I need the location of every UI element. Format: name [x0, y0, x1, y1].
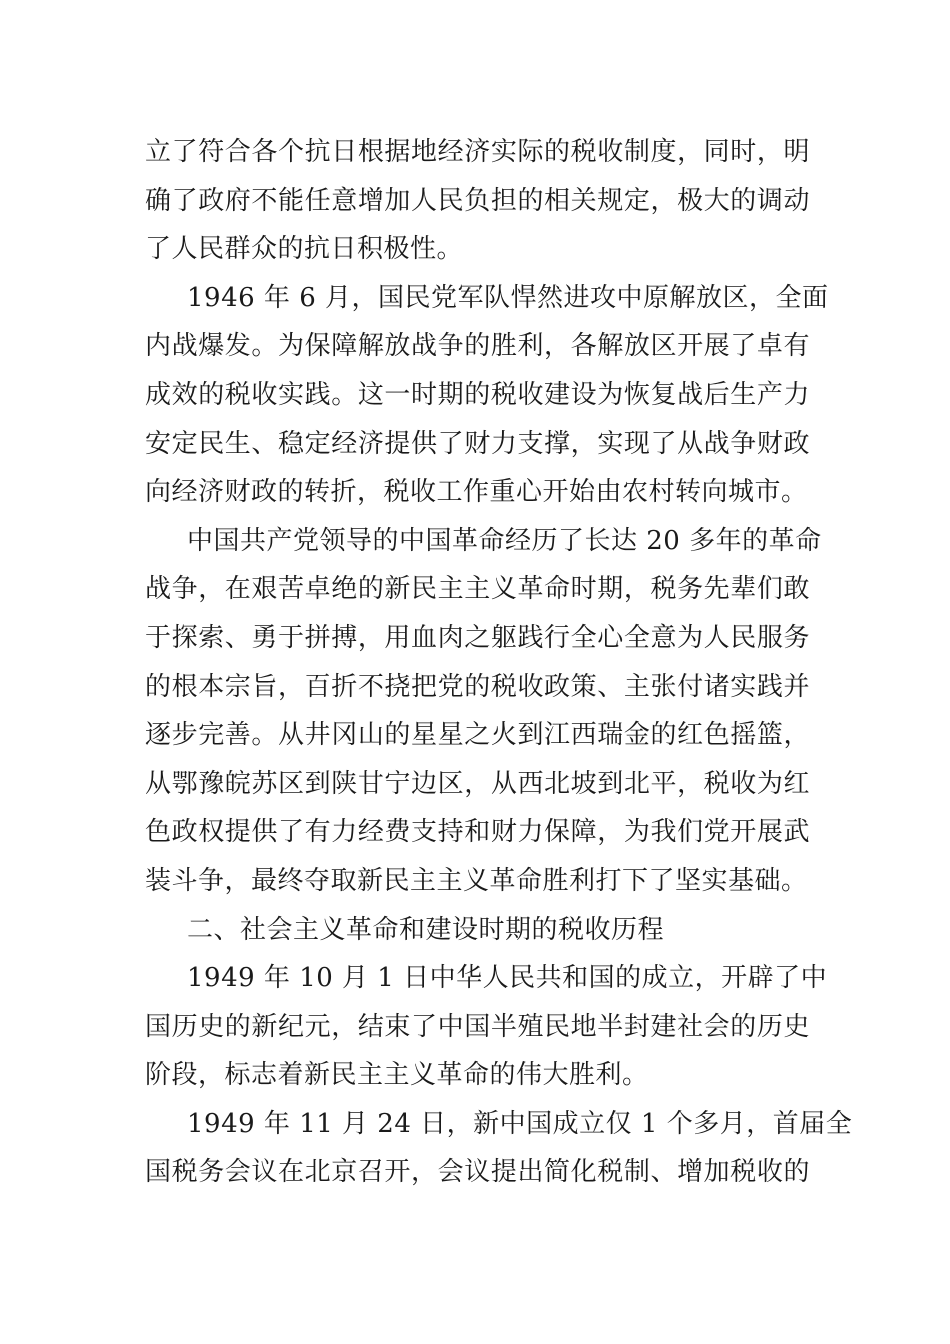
- paragraph-tax-system-anti-japanese: [145, 128, 810, 274]
- text-line: 国历史的新纪元，结束了中国半殖民地半封建社会的历史: [145, 1011, 810, 1042]
- text-line: 从鄂豫皖苏区到陕甘宁边区，从西北坡到北平，税收为红: [145, 768, 810, 799]
- text-line: 装斗争，最终夺取新民主主义革命胜利打下了坚实基础。: [145, 865, 808, 896]
- paragraph-1946-civil-war: [145, 274, 829, 517]
- text-line: 逐步完善。从井冈山的星星之火到江西瑞金的红色摇篮，: [145, 720, 810, 751]
- text-line: 成效的税收实践。这一时期的税收建设为恢复战后生产力: [145, 379, 810, 410]
- text-line: 1946 年 6 月，国民党军队悍然进攻中原解放区，全面: [187, 282, 829, 313]
- document-body: [145, 128, 853, 1197]
- text-line: 阶段，标志着新民主主义革命的伟大胜利。: [145, 1060, 649, 1091]
- text-line: 国税务会议在北京召开，会议提出简化税制、增加税收的: [145, 1157, 810, 1188]
- paragraph-revolution-summary: [145, 517, 822, 906]
- text-line: 确了政府不能任意增加人民负担的相关规定，极大的调动: [145, 185, 810, 216]
- section-heading-socialist-era: [145, 906, 810, 955]
- paragraph-first-tax-conference: [145, 1100, 853, 1197]
- text-line: 中国共产党领导的中国革命经历了长达 20 多年的革命: [187, 525, 822, 556]
- text-line: 于探索、勇于拼搏，用血肉之躯践行全心全意为人民服务: [145, 622, 810, 653]
- text-line: 立了符合各个抗日根据地经济实际的税收制度，同时，明: [145, 137, 810, 167]
- text-line: 内战爆发。为保障解放战争的胜利，各解放区开展了卓有: [145, 331, 810, 362]
- text-line: 了人民群众的抗日积极性。: [145, 234, 464, 265]
- text-line: 的根本宗旨，百折不挠把党的税收政策、主张付诸实践并: [145, 671, 810, 702]
- text-line: 1949 年 10 月 1 日中华人民共和国的成立，开辟了中: [187, 963, 828, 994]
- section-heading: 二、社会主义革命和建设时期的税收历程: [187, 914, 665, 945]
- text-line: 向经济财政的转折，税收工作重心开始由农村转向城市。: [145, 477, 808, 508]
- text-line: 战争，在艰苦卓绝的新民主主义革命时期，税务先辈们敢: [145, 574, 810, 605]
- text-line: 色政权提供了有力经费支持和财力保障，为我们党开展武: [145, 817, 810, 848]
- text-line: 1949 年 11 月 24 日，新中国成立仅 1 个多月，首届全: [187, 1108, 853, 1139]
- text-line: 安定民生、稳定经济提供了财力支撑，实现了从战争财政: [145, 428, 810, 459]
- paragraph-1949-founding: [145, 954, 828, 1100]
